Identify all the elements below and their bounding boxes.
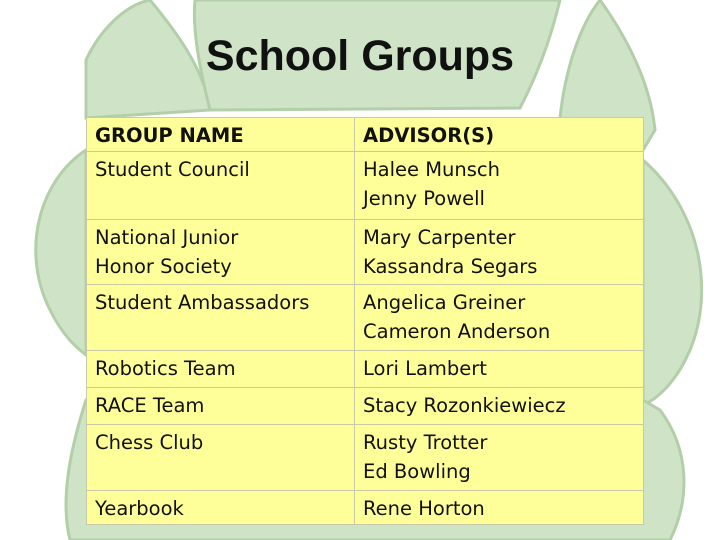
advisor-name: Stacy Rozonkiewiecz: [363, 394, 566, 417]
advisor-cell: [355, 220, 644, 285]
paw-side-right: [643, 160, 702, 405]
advisor-name: Mary Carpenter: [363, 226, 516, 249]
table-row: [87, 388, 644, 425]
table-header-row: [87, 118, 644, 152]
advisor-cell: [355, 425, 644, 491]
group-name-cell: [87, 491, 355, 525]
school-groups-table: [86, 117, 644, 525]
advisor-cell: [355, 388, 644, 425]
advisor-name: Rusty Trotter: [363, 431, 488, 454]
page-title: School Groups: [205, 32, 515, 80]
table-row: [87, 425, 644, 491]
group-name-cell: [87, 152, 355, 220]
group-name-cell: [87, 351, 355, 388]
group-name-line: Student Ambassadors: [95, 291, 310, 314]
advisor-name: Angelica Greiner: [363, 291, 526, 314]
advisor-name: Rene Horton: [363, 497, 485, 520]
table-row: [87, 285, 644, 351]
group-name-line: RACE Team: [95, 394, 205, 417]
group-name-cell: [87, 285, 355, 351]
advisor-name: Lori Lambert: [363, 357, 487, 380]
advisor-cell: [355, 351, 644, 388]
advisor-name: Halee Munsch: [363, 158, 501, 181]
advisor-cell: [355, 285, 644, 351]
advisor-name: Kassandra Segars: [363, 255, 538, 278]
group-name-line: Chess Club: [95, 431, 204, 454]
advisor-cell: [355, 491, 644, 525]
group-name-cell: [87, 220, 355, 285]
header-advisors: ADVISOR(S): [355, 118, 644, 152]
table-row: [87, 152, 644, 220]
advisor-name: Jenny Powell: [363, 187, 485, 210]
advisor-cell: [355, 152, 644, 220]
header-group-name: GROUP NAME: [87, 118, 355, 152]
group-name-line: Yearbook: [95, 497, 184, 520]
group-name-line: National Junior: [95, 226, 239, 249]
group-name-line: Robotics Team: [95, 357, 236, 380]
advisor-name: Cameron Anderson: [363, 320, 551, 343]
paw-side-left: [36, 150, 86, 355]
group-name-line: Student Council: [95, 158, 250, 181]
advisor-name: Ed Bowling: [363, 460, 471, 483]
group-name-cell: [87, 425, 355, 491]
group-name-cell: [87, 388, 355, 425]
group-name-line: Honor Society: [95, 255, 232, 278]
table-row: [87, 351, 644, 388]
table-row: [87, 491, 644, 525]
table-row: [87, 220, 644, 285]
